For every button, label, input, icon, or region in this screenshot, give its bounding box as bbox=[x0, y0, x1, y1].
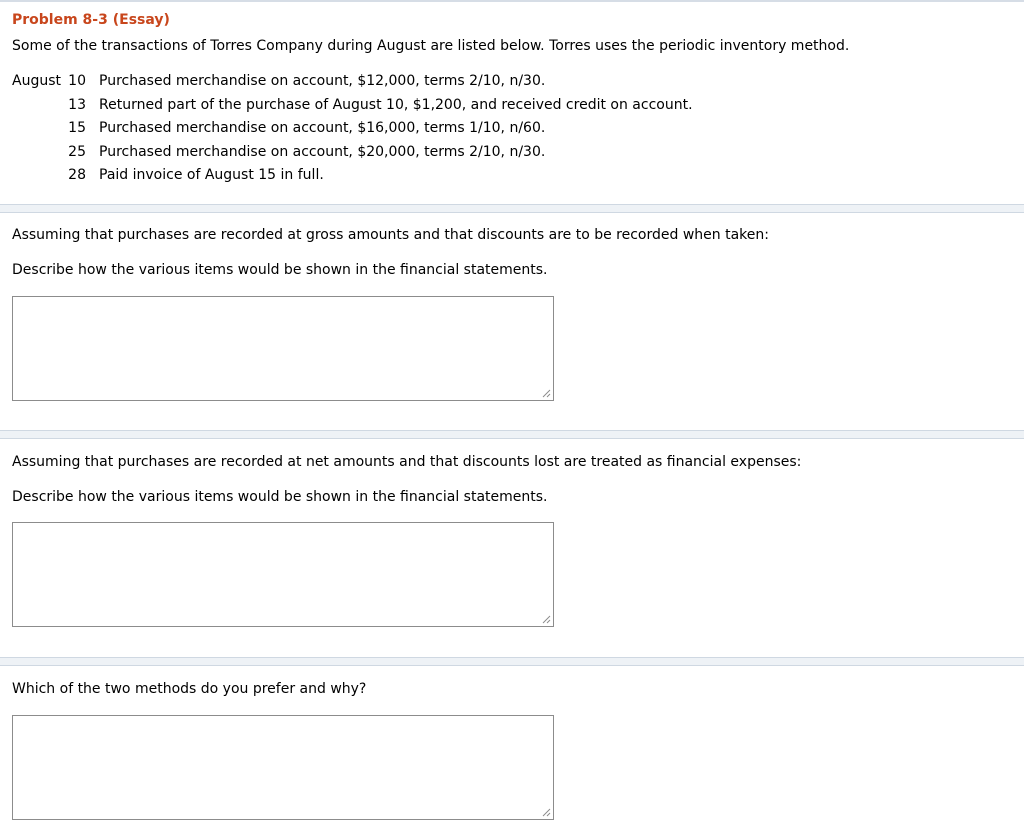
transaction-day: 13 bbox=[68, 97, 86, 113]
question-2-instruction: Describe how the various items would be shown in the financial statements. bbox=[12, 489, 548, 505]
answer-box-3[interactable] bbox=[12, 715, 554, 820]
transaction-description: Purchased merchandise on account, $12,000, terms 2/10, n/30. bbox=[99, 73, 546, 89]
transaction-description: Paid invoice of August 15 in full. bbox=[99, 167, 324, 183]
transaction-row bbox=[0, 144, 1024, 164]
transaction-description: Returned part of the purchase of August 10, $1,200, and received credit on account. bbox=[99, 97, 693, 113]
problem-title: Problem 8-3 (Essay) bbox=[12, 12, 170, 28]
transaction-row bbox=[0, 97, 1024, 117]
question-2-assumption: Assuming that purchases are recorded at net amounts and that discounts lost are treated as financial expenses: bbox=[12, 454, 802, 470]
answer-box-2[interactable] bbox=[12, 522, 554, 627]
section-divider bbox=[0, 204, 1024, 213]
transaction-row bbox=[0, 73, 1024, 93]
transaction-month: August bbox=[12, 73, 61, 89]
transaction-row bbox=[0, 120, 1024, 140]
section-divider bbox=[0, 430, 1024, 439]
transaction-day: 10 bbox=[68, 73, 86, 89]
transaction-row bbox=[0, 167, 1024, 187]
transaction-day: 15 bbox=[68, 120, 86, 136]
answer-box-1[interactable] bbox=[12, 296, 554, 401]
question-3-instruction: Which of the two methods do you prefer and why? bbox=[12, 681, 367, 697]
section-divider bbox=[0, 657, 1024, 666]
transaction-description: Purchased merchandise on account, $20,000, terms 2/10, n/30. bbox=[99, 144, 546, 160]
problem-intro: Some of the transactions of Torres Company during August are listed below. Torres uses the periodic inventory method. bbox=[12, 38, 850, 54]
transaction-day: 28 bbox=[68, 167, 86, 183]
transaction-day: 25 bbox=[68, 144, 86, 160]
question-1-assumption: Assuming that purchases are recorded at gross amounts and that discounts are to be recorded when taken: bbox=[12, 227, 769, 243]
top-rule bbox=[0, 0, 1024, 2]
transaction-description: Purchased merchandise on account, $16,000, terms 1/10, n/60. bbox=[99, 120, 546, 136]
question-1-instruction: Describe how the various items would be shown in the financial statements. bbox=[12, 262, 548, 278]
